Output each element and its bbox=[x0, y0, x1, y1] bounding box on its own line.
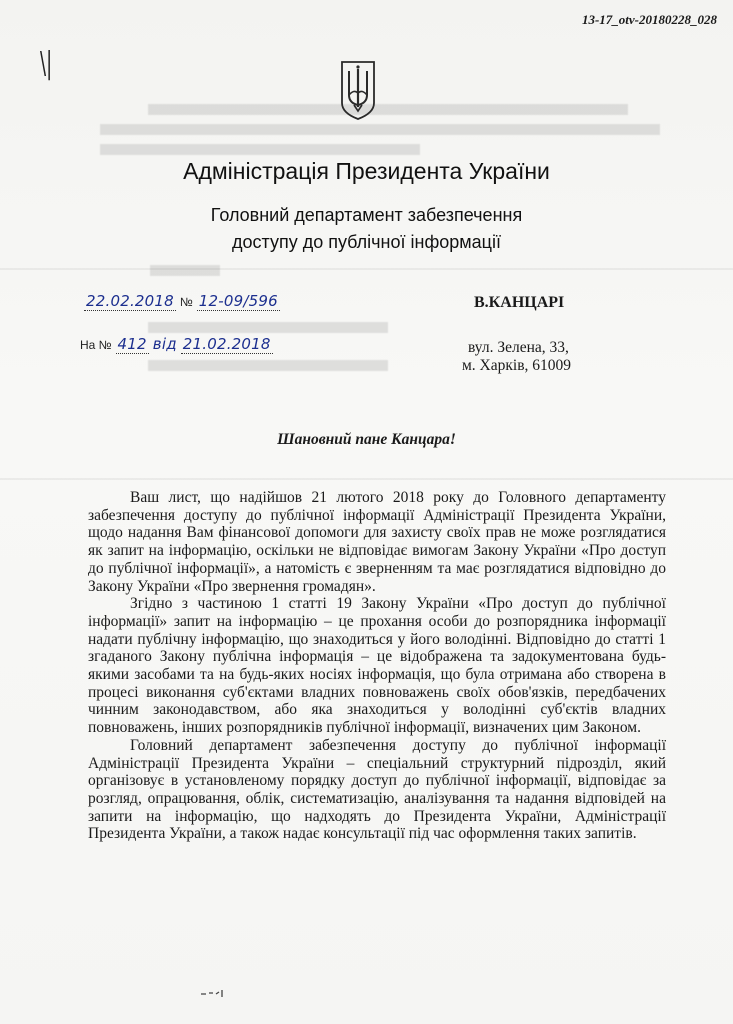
department-name-line1: Головний департамент забезпечення bbox=[210, 205, 523, 225]
incoming-date-prefix: від bbox=[152, 335, 177, 353]
number-sign: № bbox=[179, 295, 193, 309]
incoming-registration bbox=[80, 335, 273, 354]
bleed-through bbox=[100, 144, 420, 155]
body-paragraph: Головний департамент забезпечення доступу до публічної інформації Адміністрації Президента України – спеціальний структурний підрозділ, який організовує в установленому порядку доступ до публічної інформації, відповідає за розгляд, опрацювання, облік, систематизацію, аналізування та надання відповідей на запити на інформацію, що надходять до Президента України, Адміністрації Президента України, а також надає консультації під час оформлення таких запитів. bbox=[88, 736, 666, 843]
scan-artifact-icon bbox=[200, 988, 226, 998]
bleed-through bbox=[150, 265, 220, 276]
bleed-through bbox=[148, 360, 388, 371]
paper-fold bbox=[0, 268, 733, 270]
document-id: 13-17_otv-20180228_028 bbox=[581, 12, 717, 27]
organization-name: Адміністрація Президента України bbox=[183, 158, 550, 184]
bleed-through bbox=[148, 322, 388, 333]
incoming-number: 412 bbox=[117, 335, 147, 353]
body-paragraph: Згідно з частиною 1 статті 19 Закону України «Про доступ до публічної інформації» запит на інформацію – це прохання особи до розпорядника інформації надати публічну інформацію, що знаходиться у його володінні. Відповідно до статті 1 згаданого Закону публічна інформація – це відображена та задокументована будь-якими засобами та на будь-яких носіях інформація, що була отримана або створена в процесі виконання суб'єктами владних повноважень своїх обов'язків, передбачених чинним законодавством, або яка знаходиться у володінні суб'єктів владних повноважень, інших розпорядників публічної інформації, визначених цим Законом. bbox=[88, 595, 666, 737]
incoming-label: На № bbox=[80, 338, 112, 352]
recipient-address-line2: м. Харків, 61009 bbox=[462, 357, 572, 374]
department-name-line2: доступу до публічної інформації bbox=[232, 232, 501, 252]
bleed-through bbox=[148, 104, 628, 115]
outgoing-date: 22.02.2018 bbox=[86, 292, 174, 310]
margin-mark: \| bbox=[40, 46, 53, 81]
outgoing-registration bbox=[84, 292, 280, 311]
outgoing-number: 12-09/596 bbox=[198, 292, 278, 310]
bleed-through bbox=[100, 124, 660, 135]
body-paragraph: Ваш лист, що надійшов 21 лютого 2018 року до Головного департаменту забезпечення доступу до публічної інформації Адміністрації Президента України, щодо надання Вам фінансової допомоги для захисту своїх прав не може розглядатися як запит на інформацію, оскільки не відповідає вимогам Закону України «Про доступ до публічної інформації», а натомість є зверненням та має розглядатися відповідно до Закону України «Про звернення громадян». bbox=[88, 489, 666, 595]
trident-emblem-icon bbox=[339, 59, 377, 121]
paper-fold bbox=[0, 478, 733, 480]
recipient-name: В.КАНЦАРІ bbox=[474, 294, 565, 311]
incoming-date: 21.02.2018 bbox=[182, 335, 271, 353]
letter-body bbox=[88, 489, 666, 843]
salutation: Шановний пане Канцара! bbox=[277, 431, 456, 448]
recipient-address-line1: вул. Зелена, 33, bbox=[468, 339, 569, 356]
